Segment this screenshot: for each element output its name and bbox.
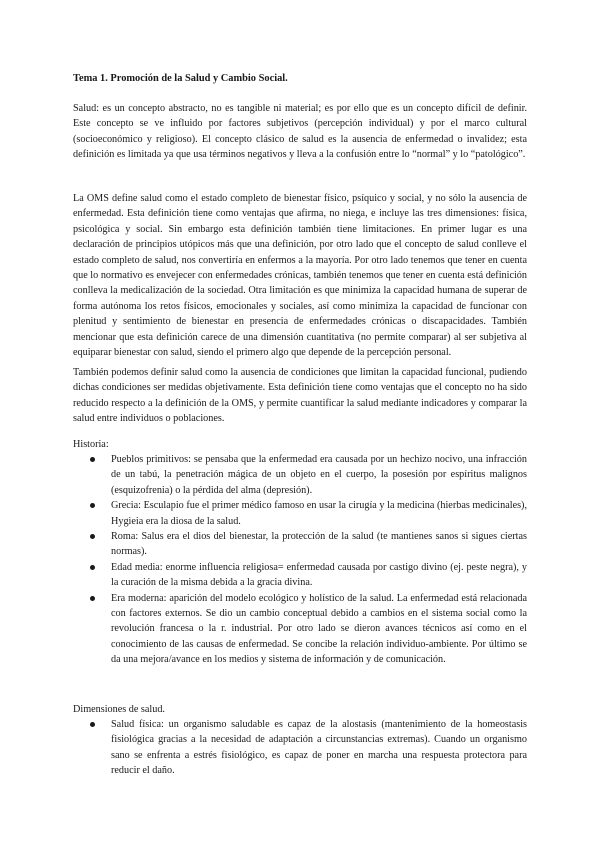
bullet-icon [90,503,95,508]
list-item [73,560,527,591]
bullet-icon [90,722,95,727]
list-item-text: Edad media: enorme influencia religiosa= enfermedad causada por castigo divino (ej. peste negra), y la curación de la misma debida a la gracia divina. [111,561,527,589]
list-item [73,452,527,498]
historia-heading: Historia: [73,439,109,450]
list-item-text: Grecia: Esculapio fue el primer médico famoso en usar la cirugía y la medicina (hierbas medicinales), Hygieia era la diosa de la salud. [111,500,527,527]
list-item [73,717,527,779]
bullet-icon [90,457,95,462]
list-item-text: Roma: Salus era el dios del bienestar, la protección de la salud (te mantienes sanos si sigues ciertas normas). [111,531,527,558]
dimensiones-heading: Dimensiones de salud. [73,704,165,715]
list-item-text: Era moderna: aparición del modelo ecológico y holístico de la salud. La enfermedad está relacionada con factores externos. Se dio un cambio conceptual debido a cambios en el sistema social como la revolución francesa o la r. industrial. Por otro lado se dieron avances técnicos así como en el conocimiento de las causas de enfermedad. Se concibe la relación individuo-ambiente. Por último se da una mejora/avance en los medios y sistema de información y de comunicación. [111,592,527,666]
paragraph-oms-definition: La OMS define salud como el estado completo de bienestar físico, psíquico y social, y no sólo la ausencia de enfermedad. Esta definición tiene como ventajas que afirma, no niega, e incluye las tres dimensiones: física, psicológica y social. Sin embargo esta definición también tiene limitaciones. En primer lugar es una declaración de principios utópicos más que una definición, por otro lado que el concepto de salud conlleve el estado completo de salud, nos convertiría en enfermos a la mayoría. Por otro lado tenemos que tener en cuenta que lo normativo es envejecer con enfermedades crónicas, también tenemos que tener en cuenta está definición conlleva la medicalización de la sociedad. Otra limitación es que minimiza la capacidad humana de superar de forma autónoma los retos físicos, emocionales y sociales, así como minimiza la capacidad de funcionar con plenitud y sentimiento de bienestar en presencia de enfermedades crónicas o discapacidades. También mencionar que esta definición carece de una dimensión cuantitativa (no permite comparar) al ser subjetiva al equiparar bienestar con salud, siendo el primero algo que depende de la percepción personal. [73,193,527,359]
dimensiones-list [73,717,527,779]
bullet-icon [90,596,95,601]
list-item-text: Salud física: un organismo saludable es capaz de la alostasis (mantenimiento de la homeostasis fisiológica gracias a la necesidad de adaptación a circunstancias extremas). Cuando un organismo sano se enfrenta a estrés fisiológico, es capaz de poner en marcha una respuesta protectora para reducir el daño. [111,719,527,777]
historia-list [73,452,527,668]
paragraph-salud-definition: Salud: es un concepto abstracto, no es tangible ni material; es por ello que es un concepto difícil de definir. Este concepto se ve influido por factores subjetivos (percepción individual) y por el marco cultural (socioeconómico y religioso). El concepto clásico de salud es la ausencia de enfermedad o invalidez; esta definición es limitada ya que usa términos negativos y lleva a la confusión entre lo “normal” y lo “patológico”. [73,103,527,161]
list-item [73,529,527,560]
paragraph-functional-definition: También podemos definir salud como la ausencia de condiciones que limitan la capacidad funcional, pudiendo dichas condiciones ser medidas objetivamente. Esta definición tiene como ventajas que el concepto no ha sido reducido respecto a la definición de la OMS, y permite cuantificar la salud mediante indicadores y comparar la salud entre individuos o poblaciones. [73,367,527,425]
list-item [73,591,527,668]
list-item [73,498,527,529]
list-item-text: Pueblos primitivos: se pensaba que la enfermedad era causada por un hechizo nocivo, una infracción de un tabú, la penetración mágica de un objeto en el cuerpo, la posesión por espíritus malignos (esquizofrenia) o la pérdida del alma (depresión). [111,454,527,496]
bullet-icon [90,534,95,539]
document-title: Tema 1. Promoción de la Salud y Cambio Social. [73,73,288,84]
bullet-icon [90,565,95,570]
